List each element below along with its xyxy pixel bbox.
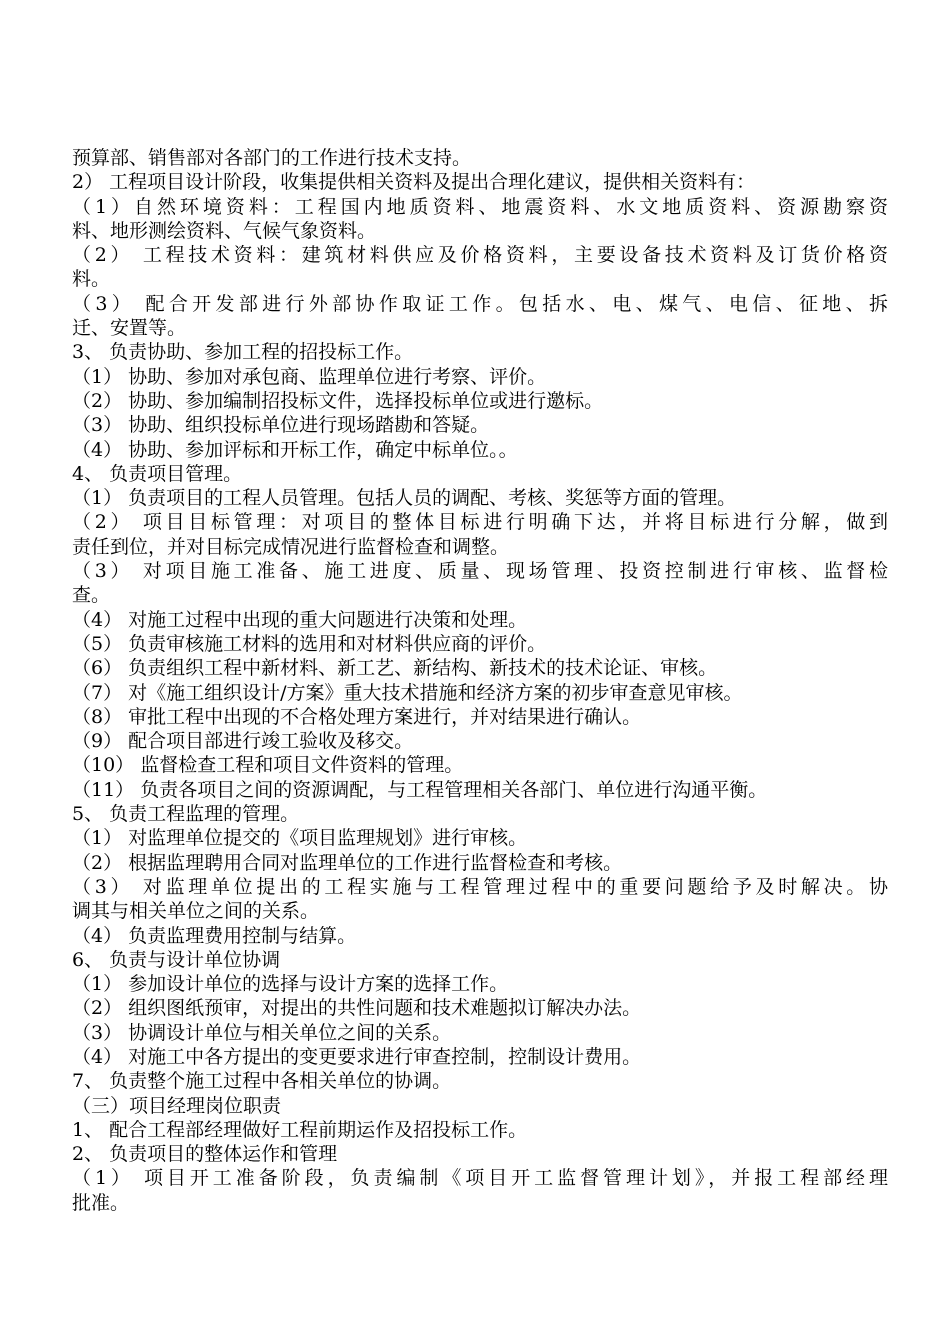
text-line: （1）自然环境资料：工程国内地质资料、地震资料、水文地质资料、资源勘察资 xyxy=(72,195,888,218)
text-line: 2） 工程项目设计阶段，收集提供相关资料及提出合理化建议，提供相关资料有： xyxy=(72,171,756,194)
text-line: （3） 配合开发部进行外部协作取证工作。包括水、电、煤气、电信、征地、拆 xyxy=(72,292,888,315)
text-line: （3） 对项目施工准备、施工进度、质量、现场管理、投资控制进行审核、监督检 xyxy=(72,560,888,583)
text-line: （3） 协助、组织投标单位进行现场踏勘和答疑。 xyxy=(72,414,490,437)
text-line: 料。 xyxy=(72,268,111,291)
text-line: （4） 对施工过程中出现的重大问题进行决策和处理。 xyxy=(72,608,528,631)
text-line: （11） 负责各项目之间的资源调配，与工程管理相关各部门、单位进行沟通平衡。 xyxy=(72,778,768,801)
text-line: （4） 对施工中各方提出的变更要求进行审查控制，控制设计费用。 xyxy=(72,1045,642,1068)
text-line: （1） 对监理单位提交的《项目监理规划》进行审核。 xyxy=(72,827,528,850)
text-line: （4） 协助、参加评标和开标工作，确定中标单位。。 xyxy=(72,438,518,461)
text-line: （2） 工程技术资料：建筑材料供应及价格资料，主要设备技术资料及订货价格资 xyxy=(72,244,888,267)
text-line: （4） 负责监理费用控制与结算。 xyxy=(72,924,357,947)
text-line: 2、 负责项目的整体运作和管理 xyxy=(72,1143,338,1166)
text-line: （7） 对《施工组织设计/方案》重大技术措施和经济方案的初步审查意见审核。 xyxy=(72,681,743,704)
text-line: 料、地形测绘资料、气候气象资料。 xyxy=(72,219,377,242)
text-line: 批准。 xyxy=(72,1191,130,1214)
text-line: 4、 负责项目管理。 xyxy=(72,462,243,485)
text-line: （10） 监督检查工程和项目文件资料的管理。 xyxy=(72,754,464,777)
text-line: （2） 项目目标管理：对项目的整体目标进行明确下达，并将目标进行分解，做到 xyxy=(72,511,888,534)
text-line: 1、 配合工程部经理做好工程前期运作及招投标工作。 xyxy=(72,1118,528,1141)
section-heading: （三）项目经理岗位职责 xyxy=(72,1094,282,1117)
text-line: （3） 对监理单位提出的工程实施与工程管理过程中的重要问题给予及时解决。协 xyxy=(72,875,888,898)
text-line: （9） 配合项目部进行竣工验收及移交。 xyxy=(72,730,414,753)
text-line: （2） 组织图纸预审，对提出的共性问题和技术难题拟订解决办法。 xyxy=(72,997,642,1020)
text-line: （2） 根据监理聘用合同对监理单位的工作进行监督检查和考核。 xyxy=(72,851,623,874)
text-line: （8） 审批工程中出现的不合格处理方案进行，并对结果进行确认。 xyxy=(72,705,642,728)
text-line: 7、 负责整个施工过程中各相关单位的协调。 xyxy=(72,1070,452,1093)
text-line: 责任到位，并对目标完成情况进行监督检查和调整。 xyxy=(72,535,510,558)
text-line: （3） 协调设计单位与相关单位之间的关系。 xyxy=(72,1021,452,1044)
text-line: （6） 负责组织工程中新材料、新工艺、新结构、新技术的技术论证、审核。 xyxy=(72,657,718,680)
text-line: 迁、安置等。 xyxy=(72,317,187,340)
text-line: （5） 负责审核施工材料的选用和对材料供应商的评价。 xyxy=(72,632,547,655)
text-line: （1） 协助、参加对承包商、监理单位进行考察、评价。 xyxy=(72,365,547,388)
text-line: 6、 负责与设计单位协调 xyxy=(72,948,281,971)
text-line: 5、 负责工程监理的管理。 xyxy=(72,803,300,826)
text-line: 3、 负责协助、参加工程的招投标工作。 xyxy=(72,341,414,364)
text-line: （1） 项目开工准备阶段，负责编制《项目开工监督管理计划》，并报工程部经理 xyxy=(72,1167,888,1190)
text-line: 预算部、销售部对各部门的工作进行技术支持。 xyxy=(72,147,472,169)
text-line: （1） 参加设计单位的选择与设计方案的选择工作。 xyxy=(72,973,509,996)
text-line: 调其与相关单位之间的关系。 xyxy=(72,900,320,923)
text-line: （2） 协助、参加编制招投标文件，选择投标单位或进行邀标。 xyxy=(72,389,604,412)
document-page xyxy=(72,146,888,1215)
text-line: （1） 负责项目的工程人员管理。包括人员的调配、考核、奖惩等方面的管理。 xyxy=(72,487,737,510)
text-line: 查。 xyxy=(72,584,111,607)
